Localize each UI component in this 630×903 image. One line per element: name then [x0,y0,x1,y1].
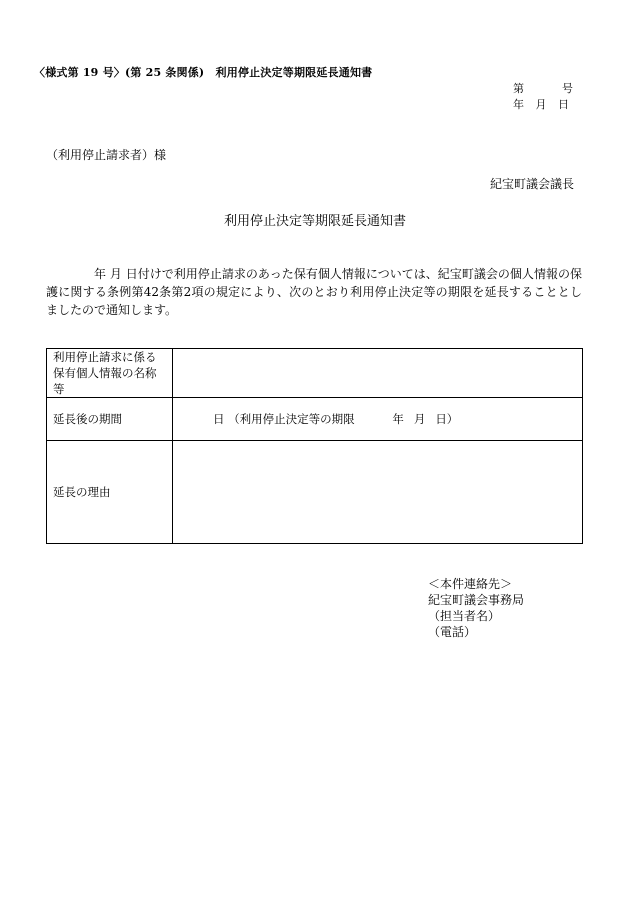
period-year: 年 [392,412,404,426]
table-row-extended-period [47,398,583,441]
contact-heading: ＜本件連絡先＞ [428,577,513,591]
row-value-extended-period [173,398,583,441]
contact-person: （担当者名） [428,609,501,623]
period-deadline-label: （利用停止決定等の期限 [228,412,355,426]
row-value-reason [173,441,583,544]
info-table [46,348,583,544]
document-date [513,96,577,112]
contact-office: 紀宝町議会事務局 [428,593,525,607]
row-label-reason: 延長の理由 [47,441,173,544]
contact-block [428,576,524,640]
table-row-info-name [47,349,583,398]
row-label-extended-period: 延長後の期間 [47,398,173,441]
document-number [513,80,573,96]
period-day: 日 [213,412,225,426]
sender: 紀宝町議会議長 [490,177,575,191]
table-row-reason [47,441,583,544]
row-label-info-name: 利用停止請求に係る保有個人情報の名称等 [47,349,173,398]
date-year: 年 [513,98,524,111]
body-text: 年 月 日付けで利用停止請求のあった保有個人情報については、紀宝町議会の個人情報の保護に関する条例第42条第2項の規定により、次のとおり利用停止決定等の期限を延長することとしましたので通知します。 [46,267,582,317]
form-reference: 〈様式第 19 号〉(第 25 条関係) 利用停止決定等期限延長通知書 [34,66,373,79]
addressee: （利用停止請求者）様 [46,148,167,162]
document-number-prefix: 第 [513,82,524,95]
document-title: 利用停止決定等期限延長通知書 [223,214,406,229]
period-month: 月 [413,412,426,426]
date-day: 日 [558,98,569,111]
document-number-suffix: 号 [562,82,573,95]
period-deadline-date [392,412,468,426]
row-value-info-name [173,349,583,398]
period-date: 日） [435,412,459,426]
date-month: 月 [535,98,547,111]
contact-phone: （電話） [428,625,477,639]
